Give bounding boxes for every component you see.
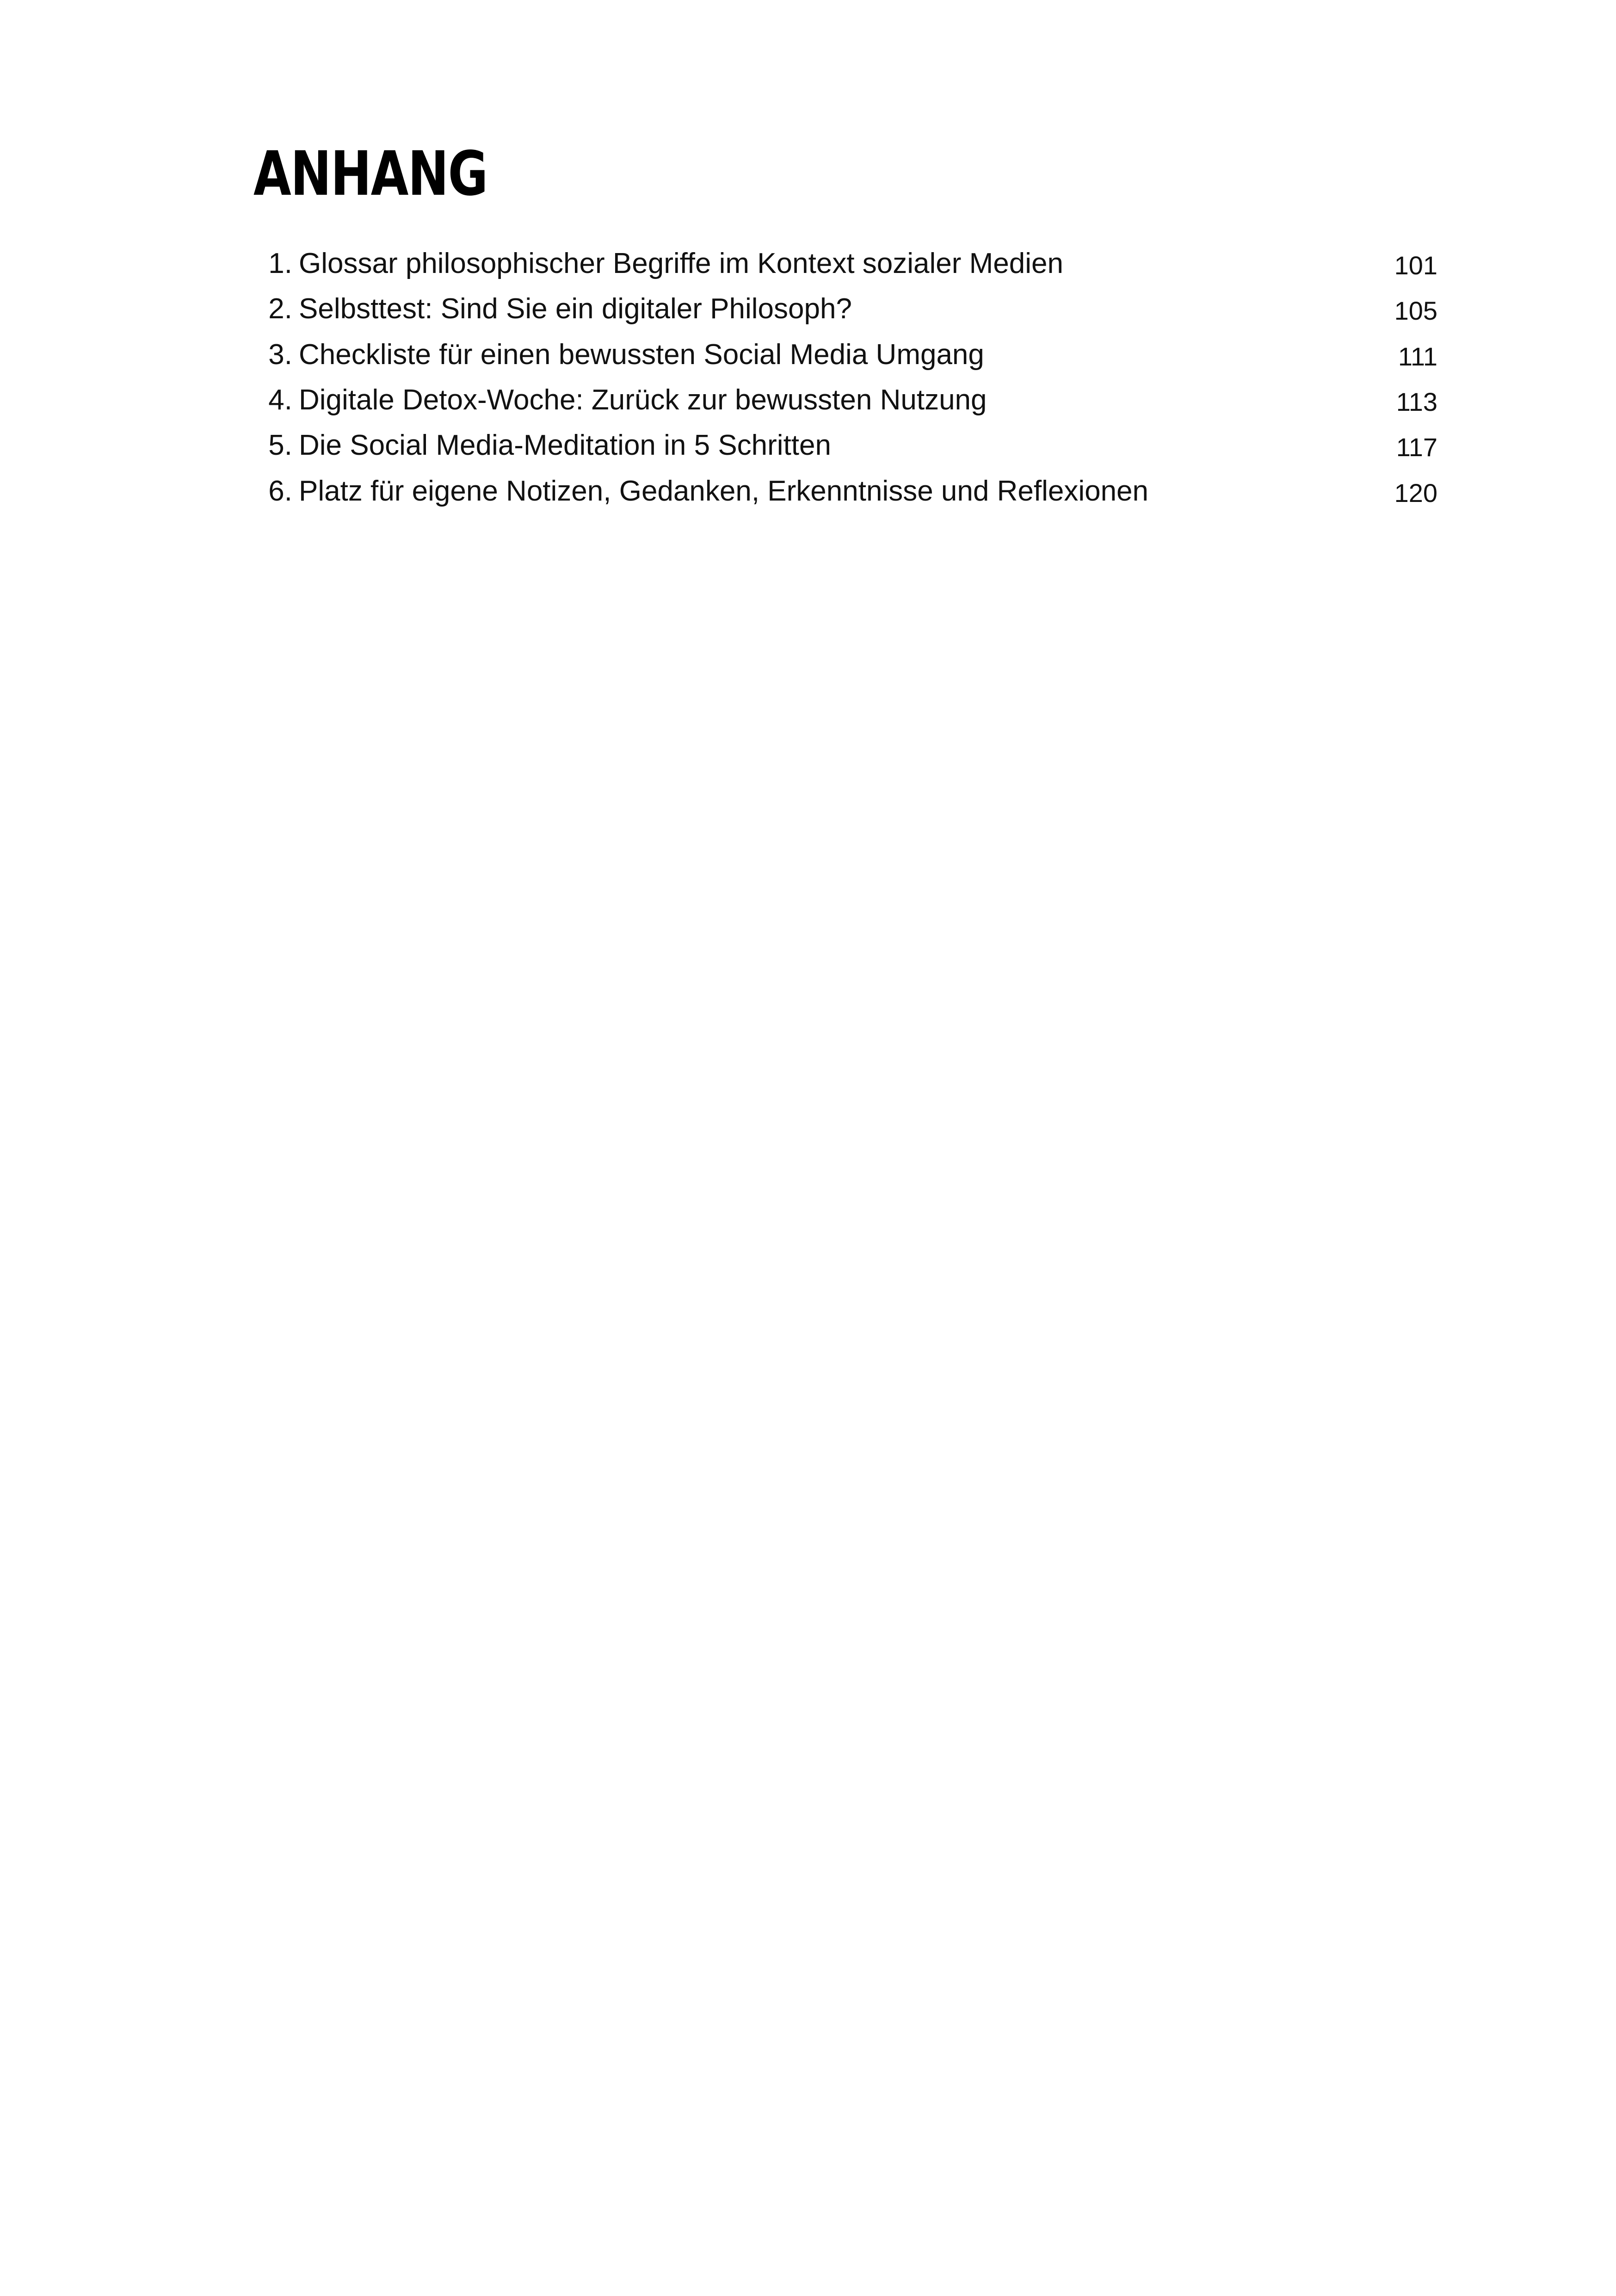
table-of-contents (253, 244, 1437, 511)
list-item-title: Selbsttest: Sind Sie ein digitaler Philosoph? (299, 293, 852, 325)
list-item-page-number: 101 (1394, 251, 1437, 280)
list-item-number: 2. (268, 293, 292, 325)
page-title: ANHANG (253, 138, 487, 210)
list-item-title: Digitale Detox-Woche: Zurück zur bewussten Nutzung (299, 384, 987, 416)
list-item-title: Checkliste für einen bewussten Social Media Umgang (299, 338, 984, 371)
list-item[interactable] (253, 244, 1437, 283)
list-item-page-number: 117 (1396, 433, 1437, 462)
list-item-page-number: 113 (1396, 387, 1437, 416)
page-content (253, 138, 1437, 517)
list-item-title: Die Social Media-Meditation in 5 Schritten (299, 429, 831, 462)
list-item-number: 4. (268, 384, 292, 416)
list-item-number: 1. (268, 248, 292, 279)
list-item[interactable] (253, 381, 1437, 420)
list-item-title: Platz für eigene Notizen, Gedanken, Erkenntnisse und Reflexionen (299, 475, 1149, 507)
list-item[interactable] (253, 335, 1437, 374)
list-item-page-number: 111 (1398, 341, 1437, 371)
list-item-number: 3. (268, 338, 292, 371)
list-item[interactable] (253, 290, 1437, 328)
list-item[interactable] (253, 472, 1437, 511)
list-item-number: 5. (268, 429, 292, 462)
list-item-page-number: 120 (1394, 478, 1437, 507)
list-item[interactable] (253, 426, 1437, 465)
list-item-title: Glossar philosophischer Begriffe im Kontext sozialer Medien (299, 248, 1063, 279)
list-item-page-number: 105 (1394, 296, 1437, 326)
list-item-number: 6. (268, 475, 292, 507)
